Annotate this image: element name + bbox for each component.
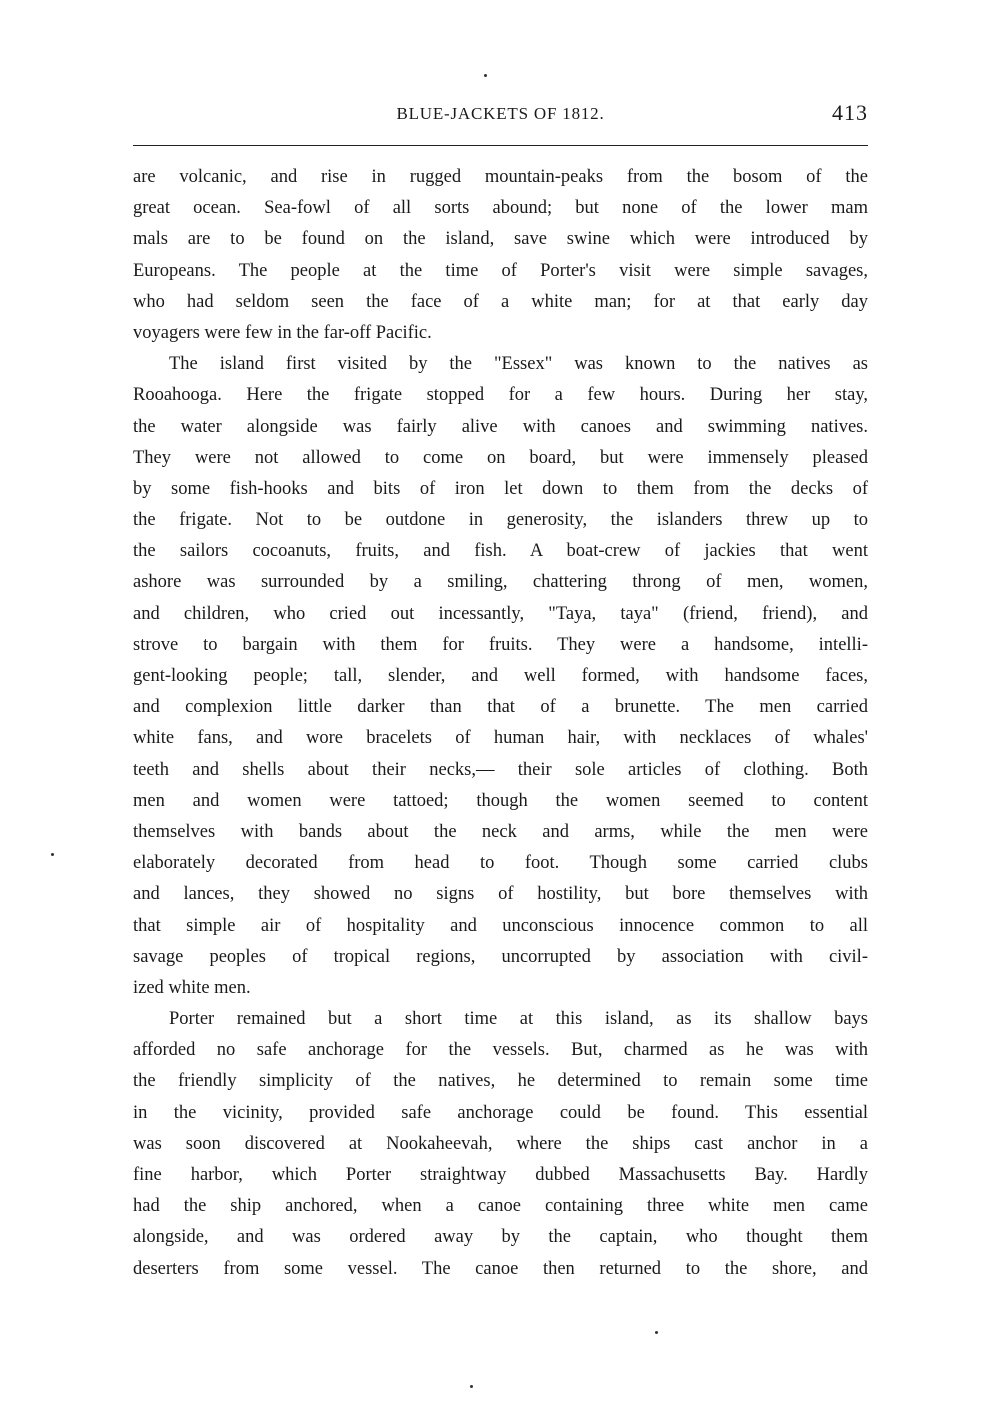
text-line: was soon discovered at Nookaheevah, where the ships cast anchor in a (133, 1133, 868, 1154)
text-line: and children, who cried out incessantly, "Taya, taya" (friend, friend), and (133, 603, 868, 624)
header-rule (133, 145, 868, 146)
text-line: themselves with bands about the neck and arms, while the men were (133, 821, 868, 842)
scan-speck (470, 1385, 473, 1388)
text-line: Rooahooga. Here the frigate stopped for a few hours. During her stay, (133, 385, 868, 406)
text-line: the sailors cocoanuts, fruits, and fish. A boat-crew of jackies that went (133, 541, 868, 562)
text-line: the friendly simplicity of the natives, he determined to remain some time (133, 1071, 868, 1092)
text-line: ized white men. (133, 977, 251, 998)
text-line: that simple air of hospitality and unconscious innocence common to all (133, 915, 868, 936)
text-line: gent-looking people; tall, slender, and well formed, with handsome faces, (133, 666, 868, 686)
text-line: in the vicinity, provided safe anchorage could be found. This essential (133, 1102, 868, 1123)
paragraph-1 (133, 162, 868, 349)
body-text (133, 162, 868, 1285)
text-line: fine harbor, which Porter straightway dubbed Massachusetts Bay. Hardly (133, 1165, 868, 1185)
scan-speck (51, 853, 54, 856)
text-line: the frigate. Not to be outdone in generosity, the islanders threw up to (133, 510, 868, 531)
text-line: had the ship anchored, when a canoe containing three white men came (133, 1196, 868, 1217)
running-title: BLUE-JACKETS OF 1812. (396, 104, 605, 123)
text-line: deserters from some vessel. The canoe then returned to the shore, and (133, 1258, 868, 1279)
text-line: strove to bargain with them for fruits. They were a handsome, intelli- (133, 634, 868, 655)
text-line: by some fish-hooks and bits of iron let down to them from the decks of (133, 478, 868, 499)
text-line: mals are to be found on the island, save swine which were introduced by (133, 229, 868, 250)
text-line: elaborately decorated from head to foot. Though some carried clubs (133, 853, 868, 874)
running-head (133, 100, 868, 130)
text-line: They were not allowed to come on board, but were immensely pleased (133, 447, 868, 468)
text-line: alongside, and was ordered away by the captain, who thought them (133, 1227, 868, 1248)
text-line: are volcanic, and rise in rugged mountain-peaks from the bosom of the (133, 167, 868, 187)
text-line: and complexion little darker than that of a brunette. The men carried (133, 697, 868, 718)
text-line: men and women were tattoed; though the women seemed to content (133, 790, 868, 811)
text-line: white fans, and wore bracelets of human hair, with necklaces of whales' (133, 728, 868, 749)
text-line: afforded no safe anchorage for the vessels. But, charmed as he was with (133, 1040, 868, 1061)
text-line: teeth and shells about their necks,— their sole articles of clothing. Both (133, 759, 868, 780)
text-line: ashore was surrounded by a smiling, chattering throng of men, women, (133, 572, 868, 593)
scan-speck (655, 1331, 658, 1334)
text-line: who had seldom seen the face of a white man; for at that early day (133, 291, 868, 312)
text-line: The island first visited by the "Essex" was known to the natives as (169, 354, 868, 375)
paragraph-2 (133, 349, 868, 1004)
page-number: 413 (832, 100, 868, 125)
text-line: Europeans. The people at the time of Porter's visit were simple savages, (133, 260, 868, 281)
scan-speck (484, 74, 487, 77)
text-line: voyagers were few in the far-off Pacific. (133, 322, 432, 343)
text-line: great ocean. Sea-fowl of all sorts abound; but none of the lower mam (133, 198, 868, 219)
paragraph-3 (133, 1004, 868, 1285)
text-line: savage peoples of tropical regions, uncorrupted by association with civil- (133, 946, 868, 967)
text-line: Porter remained but a short time at this island, as its shallow bays (169, 1009, 868, 1030)
text-line: and lances, they showed no signs of hostility, but bore themselves with (133, 884, 868, 905)
text-line: the water alongside was fairly alive with canoes and swimming natives. (133, 416, 868, 437)
